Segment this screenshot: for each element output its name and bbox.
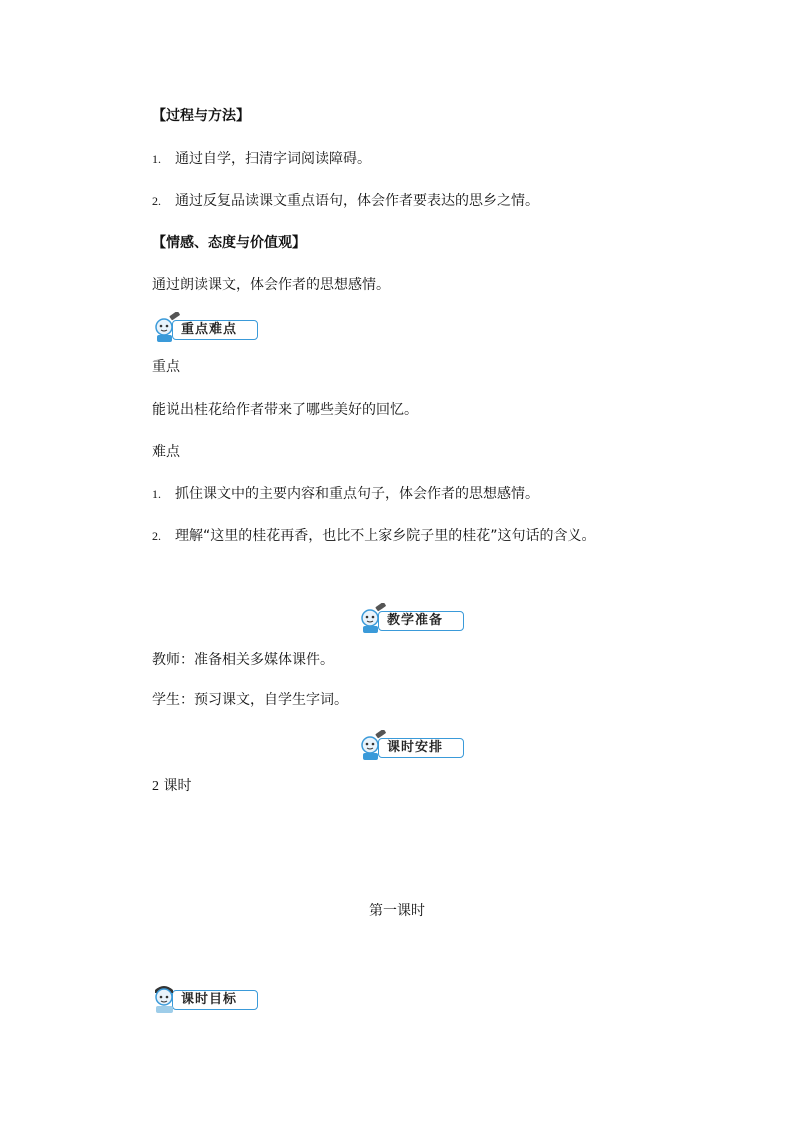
difficulty-item-1 [152, 484, 539, 504]
student-mascot-icon [150, 982, 182, 1014]
process-item-1-text: 通过自学，扫清字词阅读障碍。 [175, 151, 371, 167]
emotion-text: 通过朗读课文，体会作者的思想感情。 [152, 277, 390, 293]
schedule-hours [152, 776, 191, 797]
first-lesson-title: 第一课时 [369, 903, 425, 919]
lesson-goals-badge [150, 982, 262, 1012]
mascot-icon [356, 603, 388, 635]
emotion-heading: 【情感、态度与价值观】 [152, 235, 306, 251]
difficulty-item-1-text: 抓住课文中的主要内容和重点句子，体会作者的思想感情。 [175, 486, 539, 502]
mascot-icon [150, 312, 182, 344]
difficulty-item-2-number: 2. [152, 529, 161, 543]
difficulty-label: 难点 [152, 444, 180, 460]
difficulty-item-2 [152, 526, 596, 546]
student-prep-text: 学生：预习课文，自学生字词。 [152, 692, 348, 708]
process-method-heading: 【过程与方法】 [152, 108, 250, 124]
focus-label: 重点 [152, 359, 180, 375]
mascot-icon [356, 730, 388, 762]
key-points-badge-label: 重点难点 [181, 322, 238, 337]
process-item-1 [152, 149, 371, 169]
focus-text: 能说出桂花给作者带来了哪些美好的回忆。 [152, 402, 418, 418]
process-item-2-text: 通过反复品读课文重点语句，体会作者要表达的思乡之情。 [175, 193, 539, 209]
teaching-prep-badge-label: 教学准备 [387, 613, 444, 628]
difficulty-item-2-text: 理解“这里的桂花再香，也比不上家乡院子里的桂花”这句话的含义。 [175, 528, 596, 544]
schedule-hours-number: 2 [152, 779, 159, 794]
difficulty-item-1-number: 1. [152, 487, 161, 501]
teacher-prep-text: 教师：准备相关多媒体课件。 [152, 652, 334, 668]
process-item-2 [152, 191, 539, 211]
teaching-prep-badge [356, 603, 468, 633]
process-item-2-number: 2. [152, 194, 161, 208]
schedule-badge [356, 730, 468, 760]
schedule-badge-label: 课时安排 [387, 740, 444, 755]
process-item-1-number: 1. [152, 152, 161, 166]
schedule-hours-text: 课时 [163, 778, 192, 794]
key-points-badge [150, 312, 262, 342]
lesson-goals-badge-label: 课时目标 [181, 992, 238, 1007]
